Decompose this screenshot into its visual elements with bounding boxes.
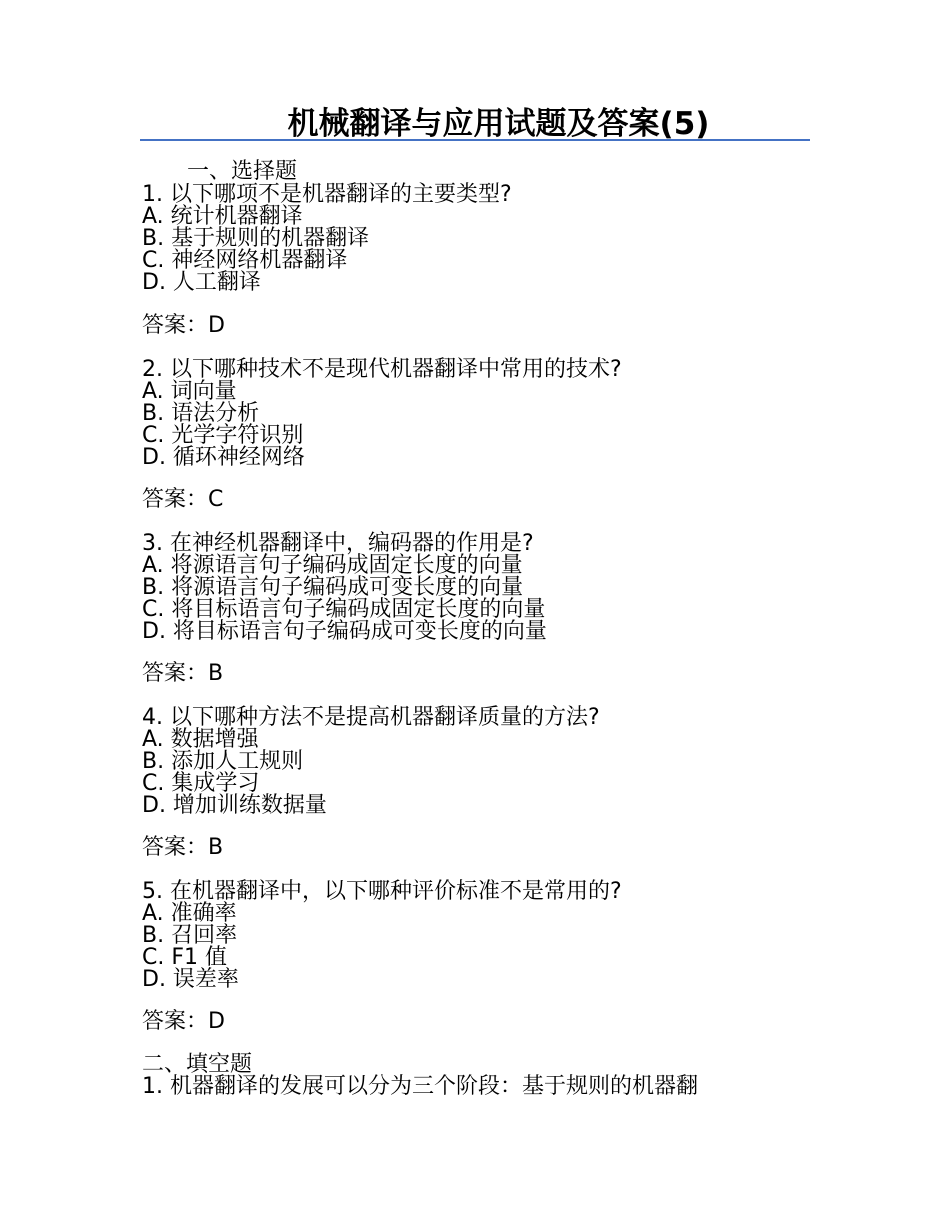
answer: 答案：D (142, 1009, 225, 1034)
answer: 答案：C (142, 487, 224, 512)
question-stem: 1. 以下哪项不是机器翻译的主要类型? (142, 182, 512, 207)
option-b: B. 召回率 (142, 923, 238, 948)
option-d: D. 将目标语言句子编码成可变长度的向量 (142, 619, 547, 644)
document-title: 机械翻译与应用试题及答案(5) (287, 106, 710, 142)
fill-question-1: 1. 机器翻译的发展可以分为三个阶段：基于规则的机器翻 (142, 1074, 698, 1099)
option-c: C. 将目标语言句子编码成固定长度的向量 (142, 597, 546, 622)
title-underline (140, 139, 810, 141)
option-b: B. 语法分析 (142, 401, 260, 426)
option-b: B. 将源语言句子编码成可变长度的向量 (142, 575, 524, 600)
question-stem: 2. 以下哪种技术不是现代机器翻译中常用的技术? (142, 357, 622, 382)
option-c: C. 集成学习 (142, 771, 260, 796)
option-c: C. F1 值 (142, 945, 227, 970)
question-stem: 3. 在神经机器翻译中，编码器的作用是? (142, 531, 534, 556)
option-d: D. 循环神经网络 (142, 445, 305, 470)
option-a: A. 准确率 (142, 901, 237, 926)
option-c: C. 光学字符识别 (142, 423, 304, 448)
option-b: B. 基于规则的机器翻译 (142, 226, 370, 251)
option-a: A. 词向量 (142, 379, 237, 404)
answer: 答案：B (142, 835, 224, 860)
question-stem: 4. 以下哪种方法不是提高机器翻译质量的方法? (142, 705, 600, 730)
answer: 答案：D (142, 313, 225, 338)
option-d: D. 人工翻译 (142, 270, 261, 295)
answer: 答案：B (142, 661, 224, 686)
option-a: A. 将源语言句子编码成固定长度的向量 (142, 553, 523, 578)
section-heading-fill: 二、填空题 (142, 1052, 253, 1077)
option-d: D. 增加训练数据量 (142, 793, 327, 818)
option-d: D. 误差率 (142, 967, 239, 992)
question-stem: 5. 在机器翻译中，以下哪种评价标准不是常用的? (142, 879, 622, 904)
option-a: A. 统计机器翻译 (142, 204, 303, 229)
option-b: B. 添加人工规则 (142, 749, 304, 774)
option-a: A. 数据增强 (142, 727, 259, 752)
section-heading-choice: 一、选择题 (187, 159, 298, 184)
option-c: C. 神经网络机器翻译 (142, 248, 348, 273)
